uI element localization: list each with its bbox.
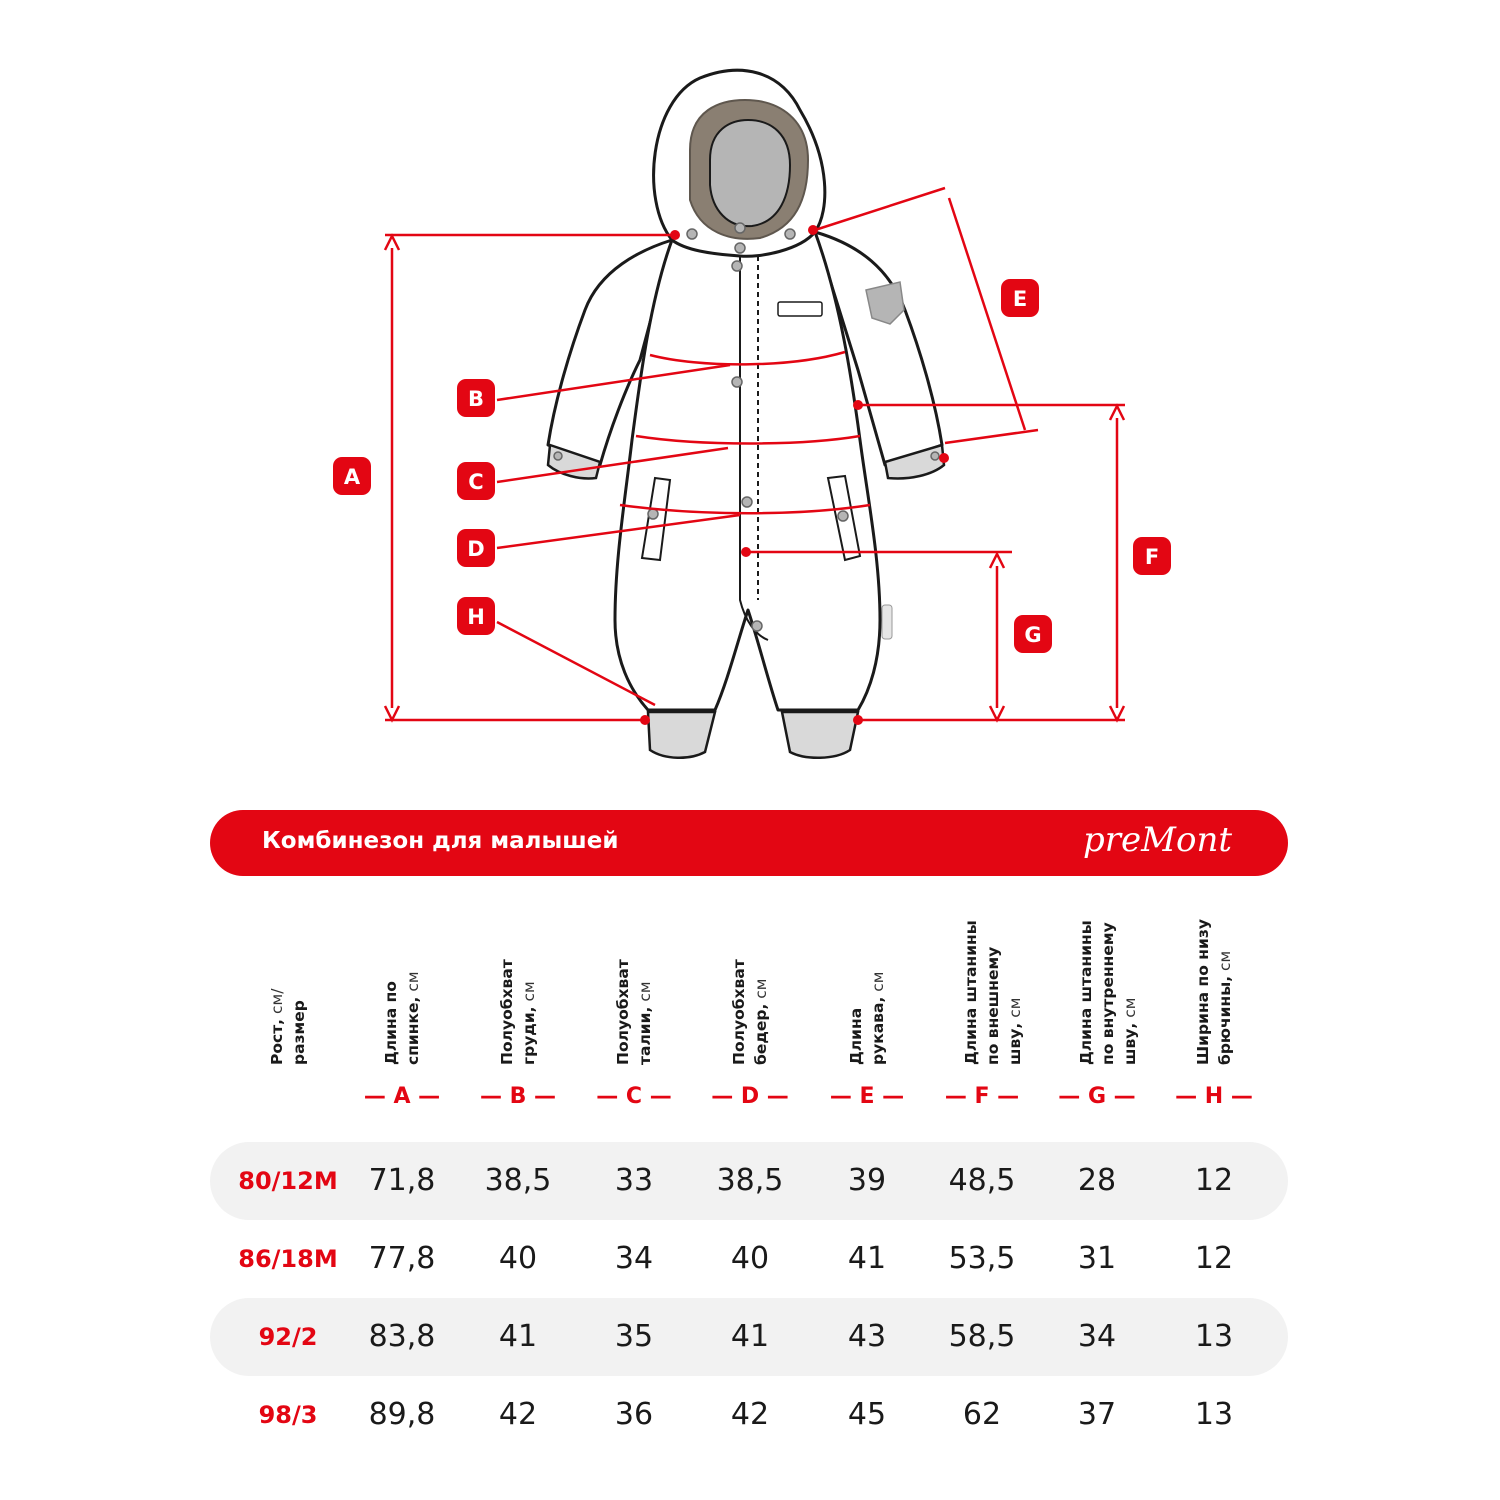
measure-label-e [1001, 279, 1039, 317]
value-cell-g: 28 [1077, 1163, 1117, 1198]
column-letter-e: — E — [829, 1084, 905, 1109]
value-cell-g: 31 [1077, 1241, 1117, 1276]
side-label-icon [882, 605, 892, 639]
value-cell-c: 34 [614, 1241, 654, 1276]
value-cell-h: 13 [1194, 1319, 1234, 1354]
value-cell-b: 42 [498, 1397, 538, 1432]
value-cell-g: 34 [1077, 1319, 1117, 1354]
value-cell-f: 53,5 [948, 1241, 1016, 1276]
value-cell-b: 38,5 [484, 1163, 552, 1198]
column-header-size: Рост, см/ размер [268, 988, 308, 1065]
measure-label-a [333, 457, 371, 495]
column-header-h: Ширина по низу брючины, см [1194, 919, 1234, 1065]
hood-lining [710, 120, 790, 226]
value-cell-h: 12 [1194, 1241, 1234, 1276]
value-cell-e: 39 [847, 1163, 887, 1198]
measure-label-f [1133, 537, 1171, 575]
column-letter-f: — F — [944, 1084, 1020, 1109]
value-cell-d: 42 [730, 1397, 770, 1432]
value-cell-h: 12 [1194, 1163, 1234, 1198]
svg-text:D: D [467, 537, 485, 561]
value-cell-h: 13 [1194, 1397, 1234, 1432]
measure-label-c [457, 462, 495, 500]
brand-logo: preMont [1083, 820, 1232, 860]
value-cell-a: 89,8 [368, 1397, 436, 1432]
brand-label-icon [778, 302, 822, 316]
column-letter-h: — H — [1175, 1084, 1253, 1109]
column-header-f: Длина штанины по внешнему шву, см [962, 920, 1024, 1065]
table-row [210, 1298, 1288, 1376]
column-letter-c: — C — [596, 1084, 672, 1109]
table-row [210, 1142, 1288, 1220]
value-cell-d: 41 [730, 1319, 770, 1354]
value-cell-a: 83,8 [368, 1319, 436, 1354]
value-cell-e: 43 [847, 1319, 887, 1354]
table-row [210, 1376, 1288, 1454]
column-letter-d: — D — [711, 1084, 789, 1109]
value-cell-b: 40 [498, 1241, 538, 1276]
column-header-b: Полуобхват груди, см [498, 959, 538, 1065]
value-cell-e: 45 [847, 1397, 887, 1432]
size-cell: 92/2 [258, 1323, 318, 1351]
value-cell-c: 33 [614, 1163, 654, 1198]
value-cell-b: 41 [498, 1319, 538, 1354]
measure-label-b [457, 379, 495, 417]
value-cell-d: 38,5 [716, 1163, 784, 1198]
column-letter-g: — G — [1058, 1084, 1136, 1109]
measure-label-h [457, 597, 495, 635]
measure-label-d [457, 529, 495, 567]
column-header-c: Полуобхват талии, см [614, 959, 654, 1065]
svg-text:B: B [467, 387, 485, 411]
size-cell: 98/3 [258, 1401, 318, 1429]
value-cell-a: 77,8 [368, 1241, 436, 1276]
table-row [210, 1220, 1288, 1298]
column-header-e: Длина рукава, см [847, 971, 887, 1065]
value-cell-c: 36 [614, 1397, 654, 1432]
value-cell-g: 37 [1077, 1397, 1117, 1432]
svg-text:F: F [1144, 545, 1160, 569]
svg-text:H: H [467, 605, 485, 629]
measure-label-g [1014, 615, 1052, 653]
column-letter-b: — B — [479, 1084, 557, 1109]
title-banner [210, 810, 1288, 876]
product-title: Комбинезон для малышей [262, 828, 619, 854]
value-cell-f: 58,5 [948, 1319, 1016, 1354]
svg-text:G: G [1024, 623, 1042, 647]
value-cell-a: 71,8 [368, 1163, 436, 1198]
column-header-a: Длина по спинке, см [382, 971, 422, 1065]
svg-text:E: E [1012, 287, 1028, 311]
value-cell-f: 48,5 [948, 1163, 1016, 1198]
size-cell: 86/18M [238, 1245, 338, 1273]
column-header-g: Длина штанины по внутреннему шву, см [1077, 920, 1139, 1065]
value-cell-f: 62 [962, 1397, 1002, 1432]
size-cell: 80/12M [238, 1167, 338, 1195]
column-header-d: Полуобхват бедер, см [730, 959, 770, 1065]
svg-text:A: A [343, 465, 361, 489]
value-cell-e: 41 [847, 1241, 887, 1276]
column-letter-a: — A — [363, 1084, 441, 1109]
value-cell-d: 40 [730, 1241, 770, 1276]
svg-text:C: C [468, 470, 484, 494]
value-cell-c: 35 [614, 1319, 654, 1354]
